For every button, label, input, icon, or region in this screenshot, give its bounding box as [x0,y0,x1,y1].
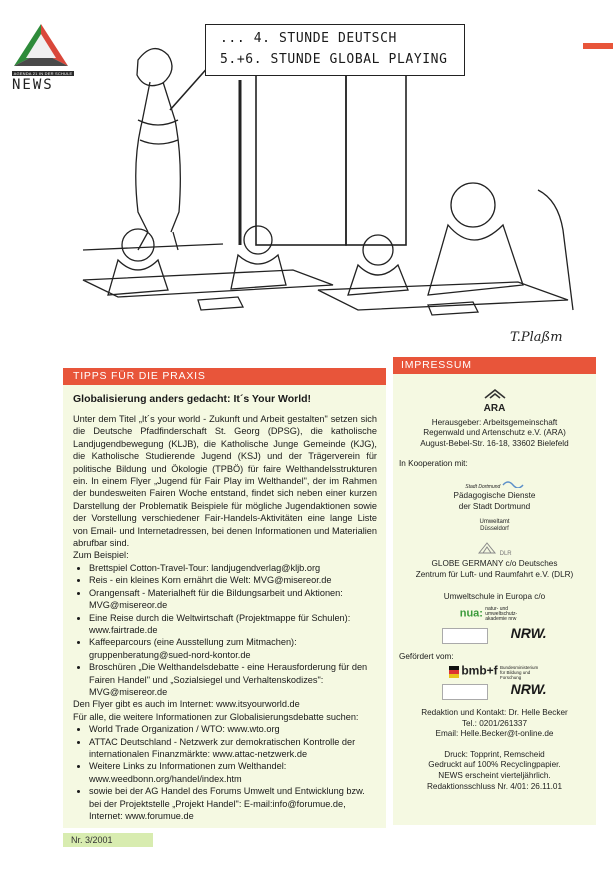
tipps-panel [63,368,386,828]
globe-line-1: GLOBE GERMANY c/o Deutsches [431,559,558,569]
bmbf-logo [393,665,596,680]
list-item: • Brettspiel Cotton-Travel-Tour: landjugendverlag@kljb.org [89,562,377,574]
nrw-logo-row-1 [393,625,596,644]
nua-logo [393,607,596,622]
dortmund-line-1: Pädagogische Dienste [453,491,536,501]
list-item: • ATTAC Deutschland - Netzwerk zur demokratischen Kontrolle der internationalen Finanzmärkte: www.attac-netzwerk.de [89,736,377,761]
nrw-logo-row-2 [393,681,596,700]
article-intro: Unter dem Titel „It´s your world - Zukunft und Arbeit gestalten" setzen sich die Deutsche Pfadfinderschaft St. Georg (DPSG), die katholische Landjugendbewegung (KLJB), die Katholische Junge Gemeinde (KJG), die Katholische Studierende Jugend (KSJ) und der Trägerverein für politische Bildung und Ökologie (TPBÖ) für faire Welthandelsstrukturen ein. In einem Flyer „Jugend für Fair Play im Welthandel", der im Rahmen der bundesweiten Fairen Woche entstand, findet sich neben einer kurzen Darstellung der Problematik Beispiele für mögliche Jugendaktionen sowie der Vorstellung verschiedener Fair-Handels-Aktivitäten eine lange Liste von Email- und Internetadressen, bei denen Informationen und Materialien abrufbar sind. [73,414,377,549]
frequency-line: NEWS erscheint vierteljährlich. [438,770,551,780]
tel-line: Tel.: 0201/261337 [461,718,528,728]
paper-line: Gedruckt auf 100% Recyclingpapier. [428,760,561,770]
list-item: • Eine Reise durch die Weltwirtschaft (Projektmappe für Schulen): www.fairtrade.de [89,612,377,637]
ministry-crest-icon [442,628,488,644]
bmbf-logo-subtext: Bundesministerium für Bildung und Forschung [499,664,539,680]
list-item: • Broschüren „Die Welthandelsdebatte - eine Herausforderung für den Fairen Handel" und „Sozialsiegel und Verhaltenskodizes": MVG@misereor.de [89,661,377,698]
bubble-line-1: ... 4. STUNDE DEUTSCH [220,31,397,46]
article-body [63,413,386,822]
logo-news: NEWS [12,77,54,93]
examples-list [73,562,377,698]
cartoonist-signature: T.Plaßm [510,330,563,345]
email-line: Email: Helle.Becker@t-online.de [435,729,554,739]
list-item: • Kaffeeparcours (eine Ausstellung zum Mitmachen): gruppenberatung@sued-nord-kontor.de [89,636,377,661]
editorial-line: Redaktion und Kontakt: Dr. Helle Becker [421,707,568,717]
dortmund-logo-text: Stadt Dortmund [465,484,501,491]
dortmund-wave-icon [502,480,524,488]
list-item: • Weitere Links zu Informationen zum Welthandel: www.weedbonn.org/handel/index.htm [89,760,377,785]
globe-line-2: Zentrum für Luft- und Raumfahrt e.V. (DLR) [415,569,574,579]
nua-logo-subtext: natur- und umweltschutz-akademie nrw [485,605,518,622]
nrw-logo: NRW. [510,681,547,698]
dlr-icon [477,541,497,555]
list-item: • sowie bei der AG Handel des Forums Umwelt und Entwicklung bzw. bei der Projektstelle „Projekt Handel": E-mail:info@forumue.de, Internet: www.forumue.de [89,785,377,822]
umweltschule-line: Umweltschule in Europa c/o [443,592,546,602]
speech-bubble [205,24,465,76]
publisher-label: Herausgeber: Arbeitsgemeinschaft [431,417,558,427]
deadline-line: Redaktionsschluss Nr. 4/01: 26.11.01 [426,781,563,791]
impressum-panel [393,357,596,825]
duesseldorf-logo-line-1: Umweltamt [479,518,510,525]
cooperation-label: In Kooperation mit: [399,459,468,469]
duesseldorf-logo-line-2: Düsseldorf [480,525,509,532]
dlr-logo-text: DLR [499,550,512,557]
ara-bird-icon [483,388,507,400]
impressum-section-label: IMPRESSUM [393,357,596,374]
dortmund-line-2: der Stadt Dortmund [458,501,531,511]
flyer-line: Den Flyer gibt es auch im Internet: www.itsyourworld.de [73,699,300,710]
list-item: • World Trade Organization / WTO: www.wto.org [89,723,377,735]
tipps-section-label: TIPPS FÜR DIE PRAXIS [63,368,386,385]
german-flag-icon [449,666,459,678]
more-info-label: Für alle, die weitere Informationen zur Globalisierungsdebatte suchen: [73,711,359,722]
examples-label: Zum Beispiel: [73,550,129,561]
more-info-list [73,723,377,822]
ara-logo [393,388,596,414]
newsletter-logo [12,22,74,93]
list-item: • Reis - ein kleines Korn ernährt die Welt: MVG@misereor.de [89,574,377,586]
issue-number: Nr. 3/2001 [63,833,153,847]
funded-label: Gefördert vom: [399,651,454,661]
bmbf-logo-text: bmb+f [461,663,498,678]
agenda-triangle-icon [12,22,70,70]
duesseldorf-logo [393,519,596,533]
bubble-line-2: 5.+6. STUNDE GLOBAL PLAYING [220,52,448,67]
ara-logo-text: ARA [483,402,506,414]
nrw-logo: NRW. [510,625,547,642]
publisher-address: August-Bebel-Str. 16-18, 33602 Bielefeld [420,438,569,448]
dortmund-logo [393,480,596,491]
publisher-name: Regenwald und Artenschutz e.V. (ARA) [423,428,566,438]
print-line: Druck: Topprint, Remscheid [444,749,545,759]
logo-subtitle: AGENDA 21 IN DER SCHULE [13,71,73,76]
dlr-logo [393,541,596,560]
article-title: Globalisierung anders gedacht: It´s Your World! [73,393,312,405]
ministry-crest-icon [442,684,488,700]
list-item: • Orangensaft - Materialheft für die Bildungsarbeit und Aktionen: MVG@misereor.de [89,587,377,612]
nua-logo-text: nua: [459,607,483,620]
